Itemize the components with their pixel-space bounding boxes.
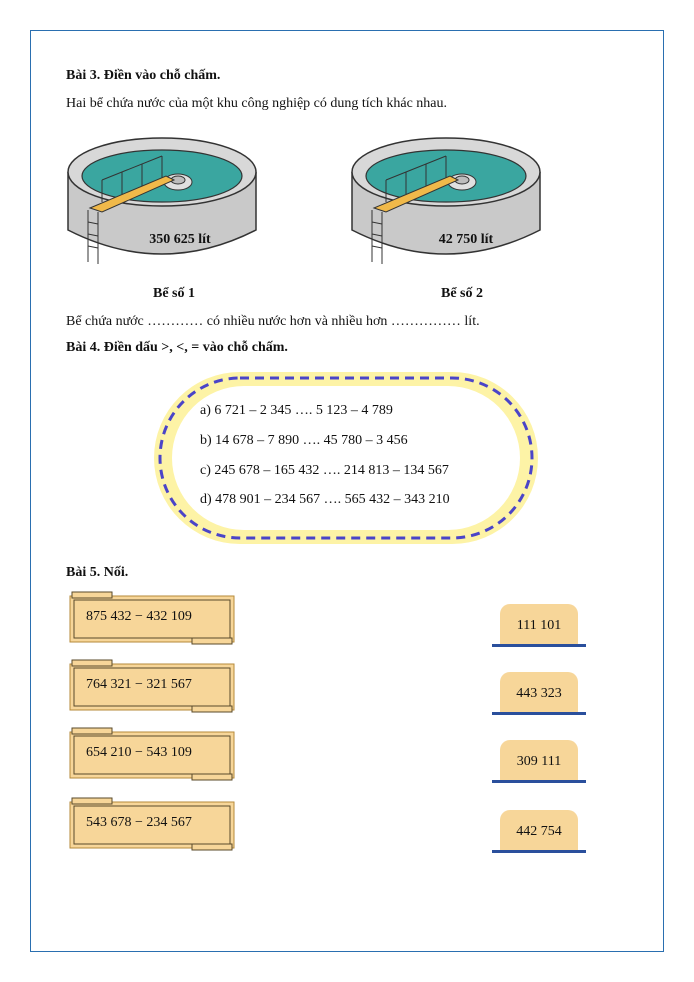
answer-2: 443 323 xyxy=(516,686,562,701)
answer-card-underline xyxy=(492,850,586,853)
bai3-title: Bài 3. Điền vào chỗ chấm. xyxy=(66,68,221,83)
bai4-title: Bài 4. Điền dấu >, <, = vào chỗ chấm. xyxy=(66,340,288,355)
answer-card-underline xyxy=(492,712,586,715)
bai3-sentence: Bể chứa nước ………… có nhiều nước hơn và nhiều hơn …………… lít. xyxy=(66,314,480,329)
expression-4: 543 678 − 234 567 xyxy=(86,815,192,830)
answer-1: 111 101 xyxy=(516,618,562,633)
comparison-d: d) 478 901 – 234 567 …. 565 432 – 343 210 xyxy=(200,492,450,507)
water-tank-2-image xyxy=(346,130,546,270)
bai3-intro: Hai bể chứa nước của một khu công nghiệp có dung tích khác nhau. xyxy=(66,96,448,111)
bai5-title: Bài 5. Nối. xyxy=(66,565,129,580)
comparison-frame xyxy=(150,368,542,548)
comparison-b: b) 14 678 – 7 890 …. 45 780 – 3 456 xyxy=(200,433,408,448)
answer-3: 309 111 xyxy=(516,754,562,769)
tank-1-caption: Bể số 1 xyxy=(153,286,195,301)
expression-1: 875 432 − 432 109 xyxy=(86,609,192,624)
answer-4: 442 754 xyxy=(516,824,562,839)
expression-2: 764 321 − 321 567 xyxy=(86,677,192,692)
comparison-a: a) 6 721 – 2 345 …. 5 123 – 4 789 xyxy=(200,403,393,418)
answer-card-underline xyxy=(492,780,586,783)
tank-2-volume: 42 750 lít xyxy=(438,232,494,247)
answer-card-underline xyxy=(492,644,586,647)
tank-1-volume: 350 625 lít xyxy=(149,232,211,247)
water-tank-1-image xyxy=(62,130,262,270)
comparison-c: c) 245 678 – 165 432 …. 214 813 – 134 567 xyxy=(200,463,449,478)
expression-3: 654 210 − 543 109 xyxy=(86,745,192,760)
tank-2-caption: Bể số 2 xyxy=(441,286,483,301)
